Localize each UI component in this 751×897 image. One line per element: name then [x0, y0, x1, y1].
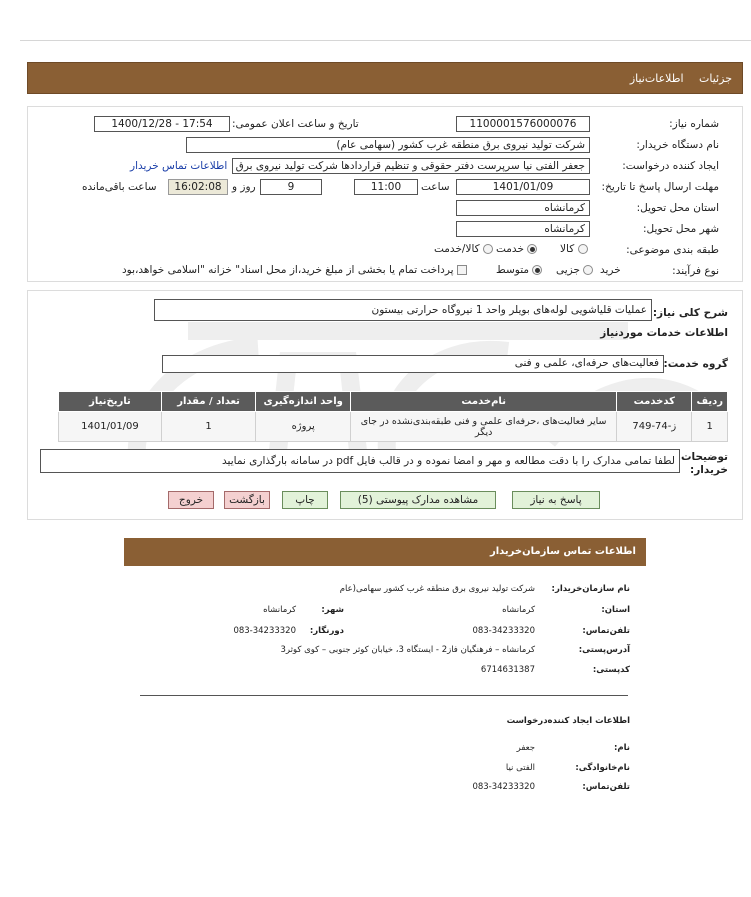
fax-value: 083-34233320: [233, 626, 296, 636]
creator-section-title: اطلاعات ایجاد کننده‌درخواست: [506, 716, 630, 726]
province-label-2: استان:: [601, 605, 630, 615]
buyer-notes-field: لطفا تمامی مدارک را با دقت مطالعه و مهر و امضا نموده و در قالب فایل pdf در سامانه بارگذاری نمایید: [40, 449, 680, 473]
table-header-row: [59, 392, 728, 412]
col-code: کدخدمت: [617, 392, 692, 412]
cell-code: ز-74-749: [617, 412, 692, 442]
days-field: 9: [260, 179, 322, 195]
exit-button[interactable]: خروج: [168, 491, 214, 509]
radio-goods-icon[interactable]: [578, 244, 588, 254]
category-label: طبقه بندی موضوعی:: [626, 244, 719, 256]
desc-label: شرح کلی نیاز:: [652, 307, 728, 319]
col-date: تاریخ‌نیاز: [59, 392, 162, 412]
summary-panel: [27, 290, 743, 520]
contact-title: اطلاعات تماس سازمان‌خریدار: [489, 546, 636, 557]
col-name: نام‌خدمت: [351, 392, 617, 412]
need-number-label: شماره نیاز:: [669, 118, 719, 130]
contact-divider: [140, 695, 628, 696]
page-title-bar: [27, 62, 743, 94]
category-option-both[interactable]: کالا/خدمت: [434, 243, 493, 255]
radio-minor-icon[interactable]: [583, 265, 593, 275]
need-number-field: 1100001576000076: [456, 116, 590, 132]
group-label: گروه خدمت:: [663, 358, 728, 370]
attachments-button[interactable]: مشاهده مدارک پیوستی (5): [340, 491, 496, 509]
group-field: فعالیت‌های حرفه‌ای، علمی و فنی: [162, 355, 664, 373]
creator-label: ایجاد کننده درخواست:: [622, 160, 719, 172]
services-title: اطلاعات خدمات موردنیاز: [600, 327, 728, 339]
col-qty: تعداد / مقدار: [161, 392, 255, 412]
city-label: شهر محل تحویل:: [643, 223, 719, 235]
buyer-notes-label: توضیحات خریدار:: [680, 451, 728, 476]
city-field: کرمانشاه: [456, 221, 590, 237]
radio-both-icon[interactable]: [483, 244, 493, 254]
process-option-minor[interactable]: جزیی: [556, 264, 593, 276]
org-label: نام سازمان‌خریدار:: [551, 584, 630, 594]
province-field: کرمانشاه: [456, 200, 590, 216]
deadline-date-field: 1401/01/09: [456, 179, 590, 195]
contact-title-bar: [124, 538, 646, 566]
province-label: استان محل تحویل:: [636, 202, 719, 214]
back-button[interactable]: بازگشت: [224, 491, 270, 509]
address-value: کرمانشاه – فرهنگیان فاز2 - ایستگاه 3، خیابان کوثر جنوبی – کوی کوثر3: [280, 645, 535, 655]
fax-label: دورنگار:: [309, 626, 344, 636]
phone-value: 083-34233320: [472, 626, 535, 636]
announce-label: تاریخ و ساعت اعلان عمومی:: [232, 118, 359, 130]
deadline-time-field: 11:00: [354, 179, 418, 195]
address-label: آدرس‌پستی:: [578, 645, 630, 655]
print-button[interactable]: چاپ: [282, 491, 328, 509]
postal-label: کدپستی:: [592, 665, 630, 675]
col-unit: واحد اندازه‌گیری: [256, 392, 351, 412]
top-divider: [20, 40, 751, 41]
process-label: نوع فرآیند:: [672, 265, 719, 277]
category-option-service[interactable]: خدمت: [496, 243, 537, 255]
city-value-2: کرمانشاه: [263, 605, 296, 615]
creator-phone-value: 083-34233320: [472, 782, 535, 792]
buyer-org-label: نام دستگاه خریدار:: [636, 139, 719, 151]
cell-unit: پروژه: [256, 412, 351, 442]
desc-field: عملیات قلیاشویی لوله‌های بویلر واحد 1 نیروگاه حرارتی بیستون: [154, 299, 652, 321]
buyer-org-field: شرکت تولید نیروی برق منطقه غرب کشور (سهامی عام): [186, 137, 590, 153]
name-label: نام:: [613, 743, 630, 753]
remaining-label: ساعت باقی‌مانده: [82, 181, 157, 193]
table-row: [59, 412, 728, 442]
postal-value: 6714631387: [480, 665, 535, 675]
time-label: ساعت: [421, 181, 450, 193]
cell-date: 1401/01/09: [59, 412, 162, 442]
buyer-contact-link[interactable]: اطلاعات تماس خریدار: [130, 160, 228, 172]
deadline-label: مهلت ارسال پاسخ تا تاریخ:: [601, 181, 719, 193]
announce-field: 1400/12/28 - 17:54: [94, 116, 230, 132]
tab-details[interactable]: جزئیات: [699, 72, 732, 85]
payment-note[interactable]: پرداخت تمام یا بخشی از مبلغ خرید،از محل اسناد" خزانه "اسلامی خواهد،بود: [122, 264, 467, 276]
city-label-2: شهر:: [321, 605, 344, 615]
process-option-medium[interactable]: متوسط: [496, 264, 542, 276]
radio-service-icon[interactable]: [527, 244, 537, 254]
tab-need-info[interactable]: اطلاعات‌نیاز: [629, 72, 684, 85]
phone-label: تلفن‌تماس:: [582, 626, 630, 636]
radio-medium-icon[interactable]: [532, 265, 542, 275]
cell-row: 1: [692, 412, 728, 442]
remaining-time-field: 16:02:08: [168, 179, 228, 195]
name-value: جعفر: [516, 743, 535, 753]
checkbox-icon[interactable]: [457, 265, 467, 275]
col-row: ردیف: [692, 392, 728, 412]
province-value-2: کرمانشاه: [502, 605, 535, 615]
days-label: روز و: [232, 181, 256, 193]
need-info-panel: [27, 106, 743, 282]
cell-name: سایر فعالیت‌های ،حرفه‌ای علمی و فنی طبقه‌بندی‌نشده در جای دیگر: [351, 412, 617, 442]
services-table: [58, 391, 728, 442]
process-option-purchase: خرید: [600, 264, 621, 276]
creator-field: جعفر الفتی نیا سرپرست دفتر حقوقی و تنظیم قراردادها شرکت تولید نیروی برق: [232, 158, 590, 174]
creator-phone-label: تلفن‌تماس:: [582, 782, 630, 792]
org-value: شرکت تولید نیروی برق منطقه غرب کشور سهامی(عام: [339, 584, 535, 594]
reply-button[interactable]: پاسخ به نیاز: [512, 491, 600, 509]
cell-qty: 1: [161, 412, 255, 442]
family-label: نام‌خانوادگی:: [575, 763, 630, 773]
category-option-goods[interactable]: کالا: [560, 243, 588, 255]
family-value: الفتی نیا: [505, 763, 535, 773]
